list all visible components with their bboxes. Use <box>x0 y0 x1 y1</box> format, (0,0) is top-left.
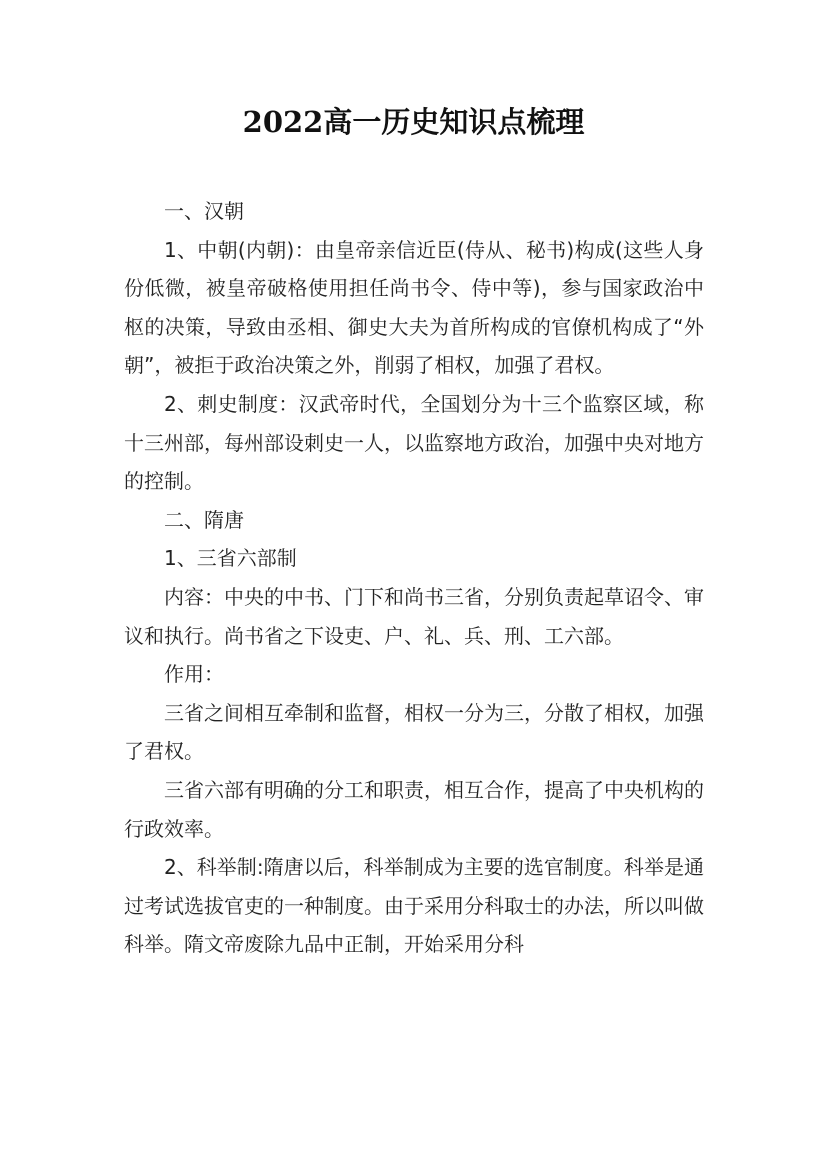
heading-sui-tang: 二、隋唐 <box>164 507 244 532</box>
page-title: 2022高一历史知识点梳理 <box>242 105 585 139</box>
heading-han-dynasty: 一、汉朝 <box>164 199 244 223</box>
paragraph-function-label: 作用： <box>164 662 224 687</box>
document-body <box>124 192 704 964</box>
paragraph-inspector-system: 2、刺史制度：汉武帝时代，全国划分为十三个监察区域，称十三州部，每州部设刺史一人，以监察地方政治，加强中央对地方的控制。 <box>124 391 704 494</box>
paragraph-inner-court: 1、中朝(内朝)：由皇帝亲信近臣(侍从、秘书)构成(这些人身份低微，被皇帝破格使用担任尚书令、侍中等)，参与国家政治中枢的决策，导致由丞相、御史大夫为首所构成的官僚机构成了“外朝”，被拒于政治决策之外，削弱了相权，加强了君权。 <box>124 237 704 378</box>
paragraph-function-2: 三省六部有明确的分工和职责，相互合作，提高了中央机构的行政效率。 <box>124 777 704 841</box>
paragraph-function-1: 三省之间相互牵制和监督，相权一分为三，分散了相权，加强了君权。 <box>124 700 704 764</box>
paragraph-content: 内容：中央的中书、门下和尚书三省，分别负责起草诏令、审议和执行。尚书省之下设吏、户、礼、兵、刑、工六部。 <box>124 584 704 648</box>
subheading-three-departments: 1、三省六部制 <box>164 546 297 571</box>
paragraph-imperial-exam: 2、科举制:隋唐以后，科举制成为主要的选官制度。科举是通过考试选拔官吏的一种制度。由于采用分科取士的办法，所以叫做科举。隋文帝废除九品中正制，开始采用分科 <box>124 855 704 957</box>
